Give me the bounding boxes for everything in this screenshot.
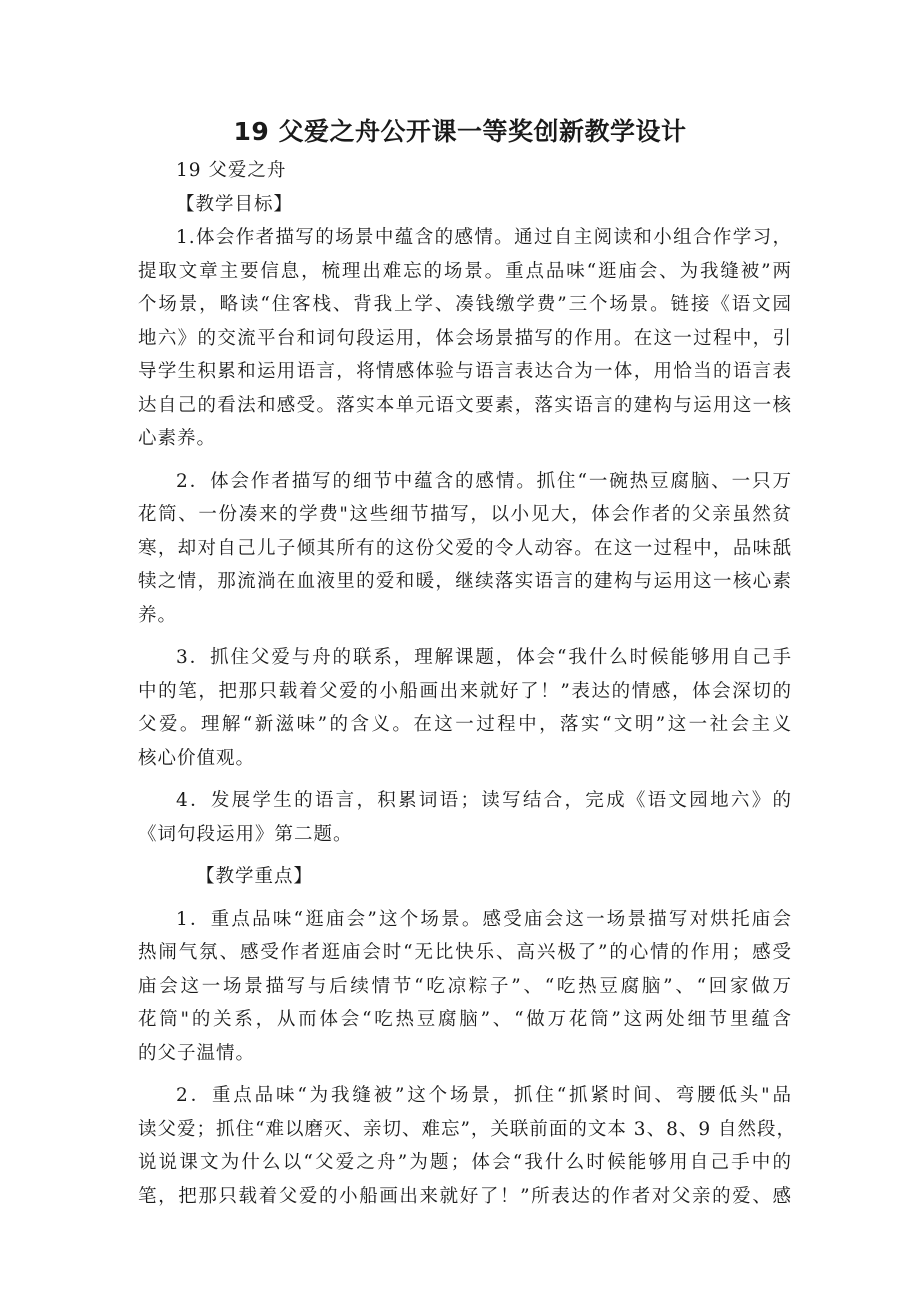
goal-paragraph-1 (138, 221, 792, 456)
goal-paragraph-3 (138, 641, 792, 775)
paragraph-line: 中的笔，把那只载着父爱的小船画出来就好了！”表达的情感，体会深切的 (138, 680, 792, 702)
paragraph-line: 的父子温情。 (138, 1042, 256, 1064)
key-paragraph-2 (138, 1079, 796, 1213)
paragraph-line: 庙会这一场景描写与后续情节“吃凉粽子”、“吃热豆腐脑”、“回家做万 (138, 975, 792, 997)
paragraph-line: 笔，把那只载着父爱的小船画出来就好了！”所表达的作者对父亲的爱、感 (138, 1185, 792, 1207)
paragraph-line: 1．重点品味“逛庙会”这个场景。感受庙会这一场景描写对烘托庙会 (176, 908, 792, 930)
paragraph-line: 花筒、一份凑来的学费"这些细节描写，以小见大，体会作者的父亲虽然贫 (138, 504, 792, 525)
paragraph-line: 父爱。理解“新滋味”的含义。在这一过程中，落实“文明”这一社会主义 (138, 714, 792, 735)
paragraph-line: 寒，却对自己儿子倾其所有的这份父爱的令人动容。在这一过程中，品味舐 (138, 537, 792, 559)
section-heading-goals: 【教学目标】 (176, 193, 294, 215)
paragraph-line: 花筒"的关系，从而体会“吃热豆腐脑”、“做万花筒”这两处细节里蕴含 (138, 1009, 792, 1030)
paragraph-line: 地六》的交流平台和词句段运用，体会场景描写的作用。在这一过程中，引 (138, 327, 792, 349)
goal-paragraph-2 (138, 465, 792, 633)
paragraph-line: 《词句段运用》第二题。 (138, 823, 353, 845)
paragraph-line: 2．重点品味“为我缝被”这个场景，抓住“抓紧时间、弯腰低头"品 (176, 1085, 792, 1106)
paragraph-line: 达自己的看法和感受。落实本单元语文要素，落实语言的建构与运用这一核 (138, 394, 792, 416)
lesson-subtitle: 19 父爱之舟 (176, 160, 287, 181)
paragraph-line: 导学生积累和运用语言，将情感体验与语言表达合为一体，用恰当的语言表 (138, 361, 792, 382)
paragraph-line: 4．发展学生的语言，积累词语；读写结合，完成《语文园地六》的 (176, 790, 792, 811)
paragraph-line: 养。 (138, 604, 178, 626)
paragraph-line: 2．体会作者描写的细节中蕴含的感情。抓住“一碗热豆腐脑、一只万 (176, 470, 792, 492)
document-body (138, 154, 796, 1213)
paragraph-line: 犊之情，那流淌在血液里的爱和暖，继续落实语言的建构与运用这一核心素 (138, 571, 792, 592)
paragraph-line: 核心价值观。 (138, 747, 256, 769)
paragraph-line: 心素养。 (138, 428, 217, 449)
goal-paragraph-4 (138, 784, 792, 851)
paragraph-line: 提取文章主要信息，梳理出难忘的场景。重点品味“逛庙会、为我缝被”两 (138, 260, 792, 282)
document-title: 19 父爱之舟公开课一等奖创新教学设计 (233, 117, 687, 146)
paragraph-line: 热闹气氛、感受作者逛庙会时“无比快乐、高兴极了”的心情的作用；感受 (138, 942, 792, 963)
paragraph-line: 读父爱；抓住“难以磨灭、亲切、难忘”，关联前面的文本 3、8、9 自然段， (138, 1118, 796, 1140)
paragraph-line: 说说课文为什么以“父爱之舟”为题；体会“我什么时候能够用自己手中的 (138, 1152, 792, 1173)
paragraph-line: 个场景，略读“住客栈、背我上学、凑钱缴学费”三个场景。链接《语文园 (138, 294, 792, 315)
paragraph-line: 1.体会作者描写的场景中蕴含的感情。通过自主阅读和小组合作学习， (176, 227, 792, 248)
key-paragraph-1 (138, 903, 792, 1071)
section-heading-key-points: 【教学重点】 (196, 866, 314, 887)
paragraph-line: 3．抓住父爱与舟的联系，理解课题，体会“我什么时候能够用自己手 (176, 647, 792, 668)
